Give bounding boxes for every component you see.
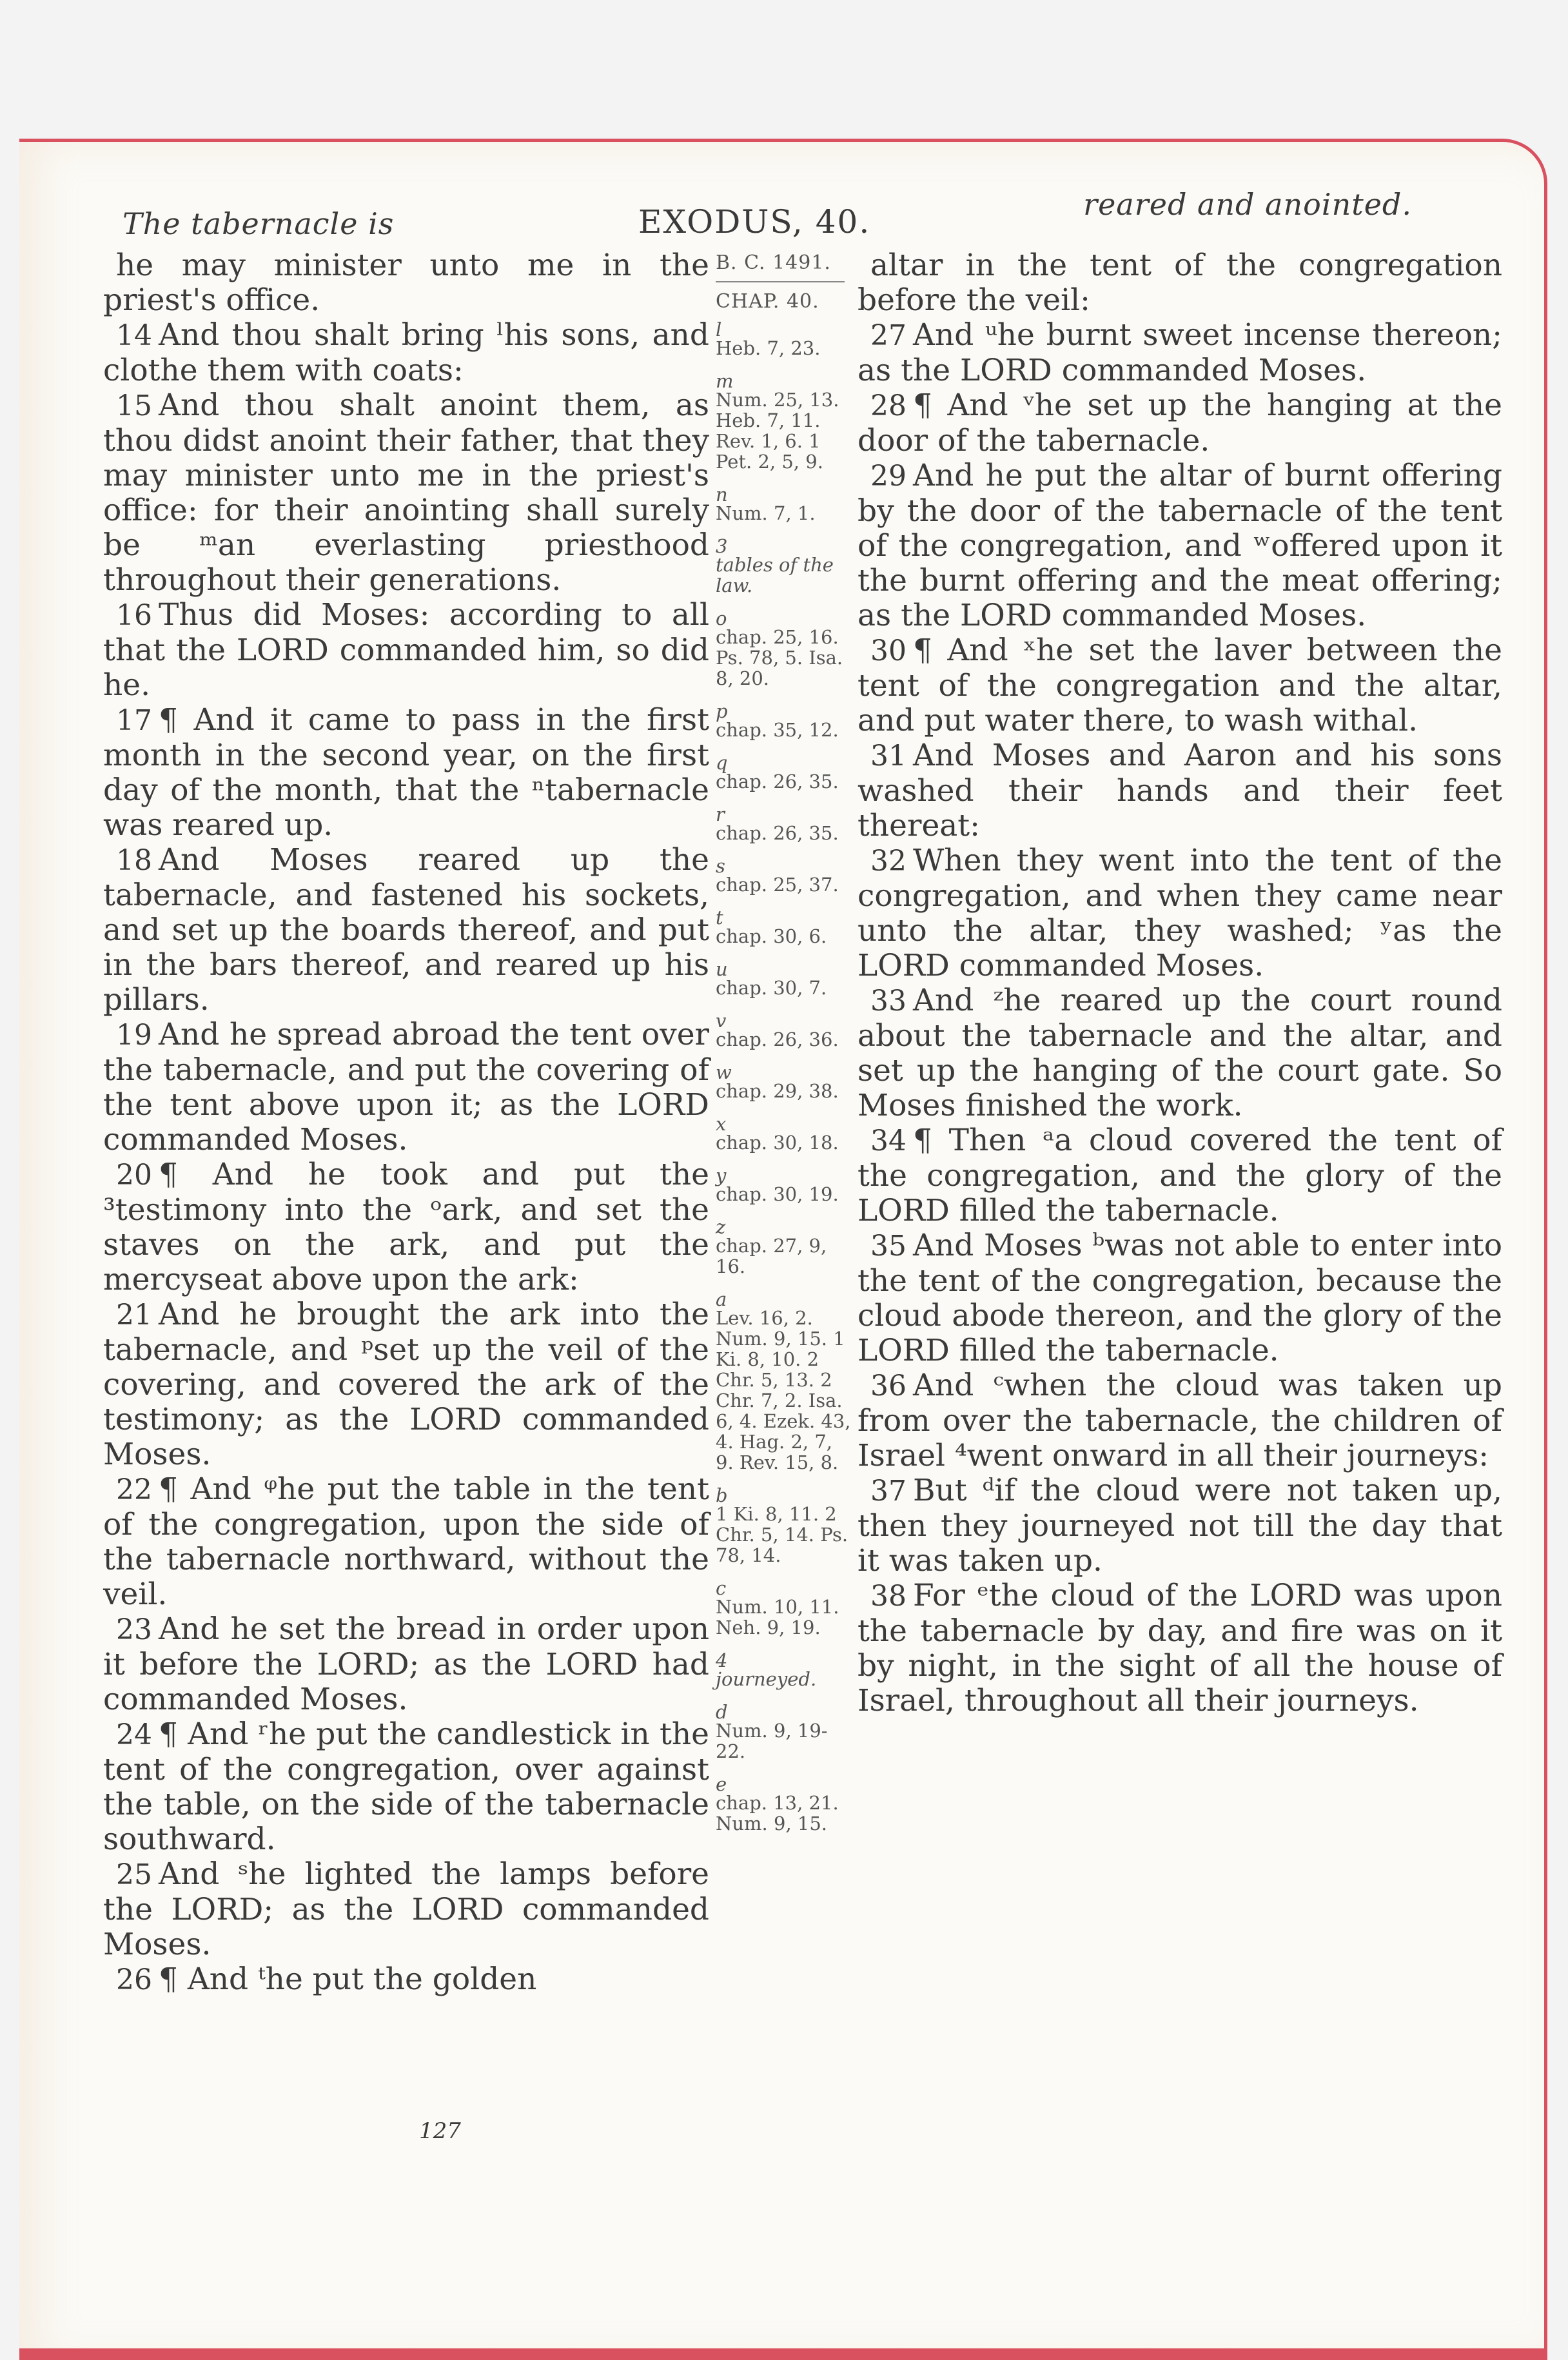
verse-text: ¶ And ᵛhe set up the hanging at the door of the tabernacle. — [858, 388, 1502, 458]
reference-text: chap. 30, 6. — [716, 925, 827, 947]
verse-text: altar in the tent of the congregation before the veil: — [858, 248, 1502, 318]
right-text-column — [858, 248, 1502, 1718]
verse — [103, 1612, 709, 1717]
verse — [103, 1018, 709, 1157]
cross-reference — [716, 1701, 854, 1762]
cross-reference — [716, 700, 854, 741]
verse-text: ¶ And he took and put the ³testimony into the ᵒark, and set the staves on the ark, and put the mercyseat above upon the ark: — [103, 1157, 709, 1297]
reference-text: chap. 13, 21. Num. 9, 15. — [716, 1792, 839, 1834]
verse — [103, 1472, 709, 1612]
reference-list — [716, 321, 854, 1834]
cross-reference — [716, 855, 854, 896]
cross-reference — [716, 909, 854, 947]
verse — [103, 248, 709, 318]
verse-number: 21 — [116, 1299, 152, 1332]
verse-number: 16 — [116, 599, 152, 632]
verse — [103, 1717, 709, 1857]
verse — [858, 983, 1502, 1123]
verse-text: And he brought the ark into the tabernacle, and ᵖset up the veil of the covering, and covered the ark of the testimony; as the LORD commanded Moses. — [103, 1297, 709, 1472]
reference-marker: v — [716, 1010, 727, 1032]
verse — [858, 1228, 1502, 1368]
page-number: 127 — [419, 2118, 461, 2144]
verse-text: Thus did Moses: according to all that the LORD commanded him, so did he. — [103, 597, 709, 703]
verse — [103, 318, 709, 388]
cross-reference — [716, 535, 854, 596]
verse-number: 18 — [116, 844, 152, 877]
reference-marker: r — [716, 803, 725, 825]
reference-text: chap. 29, 38. — [716, 1080, 839, 1102]
reference-marker: l — [716, 319, 722, 340]
reference-marker: a — [716, 1288, 727, 1310]
verse-number: 33 — [870, 985, 906, 1018]
reference-text: Lev. 16, 2. Num. 9, 15. 1 Ki. 8, 10. 2 Chr. 5, 13. 2 Chr. 7, 2. Isa. 6, 4. Ezek. 43, 4. Hag. 2, 7, 9. Rev. 15, 8. — [716, 1307, 851, 1473]
cross-reference — [716, 958, 854, 999]
cross-reference — [716, 1288, 854, 1473]
verse-text: ¶ And ᵗhe put the golden — [159, 1962, 537, 1997]
verse — [858, 318, 1502, 388]
reference-text: chap. 26, 36. — [716, 1028, 839, 1050]
reference-date: B. C. 1491. — [716, 251, 831, 274]
verse — [103, 1857, 709, 1962]
reference-text: Num. 10, 11. Neh. 9, 19. — [716, 1596, 839, 1638]
verse — [858, 388, 1502, 458]
reference-marker: u — [716, 958, 728, 980]
reference-text: chap. 30, 18. — [716, 1132, 839, 1154]
page-edge-red — [19, 2348, 1544, 2360]
verse — [858, 1578, 1502, 1718]
verse-text: And ᵘhe burnt sweet incense thereon; as the LORD commanded Moses. — [858, 317, 1502, 388]
verse — [858, 738, 1502, 843]
reference-text: Num. 25, 13. Heb. 7, 11. Rev. 1, 6. 1 Pet. 2, 5, 9. — [716, 389, 839, 473]
reference-marker: p — [716, 700, 728, 722]
verse-text: But ᵈif the cloud were not taken up, then they journeyed not till the day that it was taken up. — [858, 1473, 1502, 1578]
verse-text: And he set the bread in order upon it before the LORD; as the LORD had commanded Moses. — [103, 1611, 709, 1717]
verse-text: And he spread abroad the tent over the tabernacle, and put the covering of the tent above upon it; as the LORD commanded Moses. — [103, 1017, 709, 1157]
reference-marker: d — [716, 1701, 728, 1723]
verse-text: And Moses ᵇwas not able to enter into the tent of the congregation, because the cloud abode thereon, and the glory of the LORD filled the tabernacle. — [858, 1228, 1502, 1368]
cross-reference — [716, 803, 854, 844]
reference-marker: 3 — [716, 535, 728, 557]
verse — [103, 598, 709, 703]
reference-text: chap. 35, 12. — [716, 719, 839, 741]
reference-text: chap. 25, 37. — [716, 874, 839, 896]
verse-text: ¶ And ᵠhe put the table in the tent of the congregation, upon the side of the tabernacle northward, without the veil. — [103, 1471, 709, 1612]
reference-text: chap. 25, 16. Ps. 78, 5. Isa. 8, 20. — [716, 626, 843, 689]
verse-number: 34 — [870, 1125, 906, 1157]
reference-marker: w — [716, 1061, 732, 1083]
reference-divider — [716, 281, 845, 282]
cross-reference — [716, 1773, 854, 1834]
verse — [103, 388, 709, 598]
reference-marker: q — [716, 752, 728, 774]
verse-number: 28 — [870, 389, 906, 422]
verse-text: And Moses reared up the tabernacle, and fastened his sockets, and set up the boards thereof, and put in the bars thereof, and reared up his pillars. — [103, 842, 709, 1018]
reference-text: Num. 7, 1. — [716, 502, 816, 524]
reference-marker: t — [716, 907, 723, 929]
verse-text: And Moses and Aaron and his sons washed their hands and their feet thereat: — [858, 738, 1502, 843]
verse-text: And thou shalt anoint them, as thou didst anoint their father, that they may minister unto me in the priest's office: for their anointing shall surely be ᵐan everlasting priesthood throughout their generations. — [103, 388, 709, 598]
verse-number: 38 — [870, 1580, 906, 1613]
verse — [858, 1368, 1502, 1473]
reference-text: chap. 26, 35. — [716, 822, 839, 844]
verse-text: ¶ And ˣhe set the laver between the tent of the congregation and the altar, and put water there, to wash withal. — [858, 633, 1502, 738]
reference-marker: b — [716, 1484, 728, 1506]
verse-number: 17 — [116, 704, 152, 737]
verse-number: 30 — [870, 634, 906, 667]
verse-number: 27 — [870, 319, 906, 352]
cross-reference — [716, 1167, 854, 1205]
cross-reference — [716, 1577, 854, 1638]
cross-reference — [716, 1113, 854, 1154]
verse — [103, 703, 709, 843]
left-text-column — [103, 248, 709, 1998]
cross-reference — [716, 607, 854, 689]
reference-marker: z — [716, 1216, 726, 1238]
verse — [103, 1157, 709, 1297]
verse-number: 37 — [870, 1475, 906, 1508]
cross-reference — [716, 1216, 854, 1277]
verse — [858, 248, 1502, 318]
verse — [103, 1962, 709, 1998]
verse-text: And ᶜwhen the cloud was taken up from over the tabernacle, the children of Israel ⁴went onward in all their journeys: — [858, 1368, 1502, 1473]
verse-number: 22 — [116, 1473, 152, 1506]
running-head-title: EXODUS, 40. — [638, 203, 871, 241]
reference-text: Heb. 7, 23. — [716, 337, 821, 359]
reference-marker: 4 — [716, 1649, 728, 1671]
cross-reference — [716, 1012, 854, 1050]
cross-reference — [716, 1061, 854, 1102]
reference-column — [716, 253, 854, 1848]
running-head-left: The tabernacle is — [122, 206, 395, 241]
verse — [103, 1297, 709, 1472]
reference-text: journeyed. — [716, 1668, 817, 1690]
reference-text: 1 Ki. 8, 11. 2 Chr. 5, 14. Ps. 78, 14. — [716, 1503, 848, 1566]
reference-marker: m — [716, 370, 734, 392]
verse — [103, 843, 709, 1018]
verse-number: 32 — [870, 845, 906, 878]
verse-number: 14 — [116, 319, 152, 352]
reference-text: chap. 30, 7. — [716, 977, 827, 999]
verse-number: 35 — [870, 1230, 906, 1263]
bleed-through-text — [110, 2173, 1528, 2250]
verse-number: 29 — [870, 460, 906, 493]
reference-text: chap. 26, 35. — [716, 771, 839, 792]
verse — [858, 1473, 1502, 1578]
verse-number: 26 — [116, 1963, 152, 1996]
reference-marker: y — [716, 1165, 727, 1186]
reference-marker: x — [716, 1113, 727, 1135]
reference-marker: e — [716, 1773, 727, 1795]
verse-text: And ᶻhe reared up the court round about the tabernacle and the altar, and set up the hanging of the court gate. So Moses finished the work. — [858, 983, 1502, 1123]
cross-reference — [716, 1484, 854, 1566]
reference-marker: s — [716, 855, 725, 877]
verse — [858, 633, 1502, 738]
verse-text: When they went into the tent of the congregation, and when they came near unto the altar, they washed; ʸas the LORD commanded Moses. — [858, 843, 1502, 983]
verse-number: 24 — [116, 1718, 152, 1751]
verse-number: 36 — [870, 1370, 906, 1402]
verse-text: For ᵉthe cloud of the LORD was upon the tabernacle by day, and fire was on it by night, in the sight of all the house of Israel, throughout all their journeys. — [858, 1578, 1502, 1718]
verse-number: 15 — [116, 389, 152, 422]
verse-text: And he put the altar of burnt offering by the door of the tabernacle of the tent of the congregation, and ʷoffered upon it the burnt offering and the meat offering; as the LORD commanded Moses. — [858, 458, 1502, 633]
cross-reference — [716, 1649, 854, 1690]
verse-text: ¶ Then ᵃa cloud covered the tent of the congregation, and the glory of the LORD filled the tabernacle. — [858, 1123, 1502, 1228]
verse-text: And ˢhe lighted the lamps before the LORD; as the LORD commanded Moses. — [103, 1856, 709, 1962]
reference-text: chap. 30, 19. — [716, 1183, 839, 1205]
reference-text: Num. 9, 19-22. — [716, 1720, 828, 1762]
reference-text: chap. 27, 9, 16. — [716, 1235, 827, 1277]
reference-marker: n — [716, 484, 728, 506]
verse — [858, 843, 1502, 983]
reference-chapter: CHAP. 40. — [716, 290, 819, 313]
verse — [858, 1123, 1502, 1228]
verse-text: ¶ And ʳhe put the candlestick in the tent of the congregation, over against the table, on the side of the tabernacle southward. — [103, 1716, 709, 1857]
verse — [858, 458, 1502, 633]
reference-marker: c — [716, 1577, 727, 1599]
verse-text: And thou shalt bring ˡhis sons, and clothe them with coats: — [103, 317, 709, 388]
cross-reference — [716, 370, 854, 473]
verse-text: he may minister unto me in the priest's office. — [103, 248, 709, 318]
verse-number: 19 — [116, 1019, 152, 1052]
verse-number: 23 — [116, 1613, 152, 1646]
verse-number: 20 — [116, 1159, 152, 1192]
reference-text: tables of the law. — [716, 554, 834, 596]
running-head-right: reared and anointed. — [1083, 187, 1412, 222]
verse-number: 31 — [870, 740, 906, 772]
reference-marker: o — [716, 607, 727, 629]
cross-reference — [716, 321, 854, 359]
verse-text: ¶ And it came to pass in the first month in the second year, on the first day of the month, that the ⁿtabernacle was reared up. — [103, 702, 709, 843]
cross-reference — [716, 754, 854, 792]
cross-reference — [716, 486, 854, 524]
verse-number: 25 — [116, 1858, 152, 1891]
